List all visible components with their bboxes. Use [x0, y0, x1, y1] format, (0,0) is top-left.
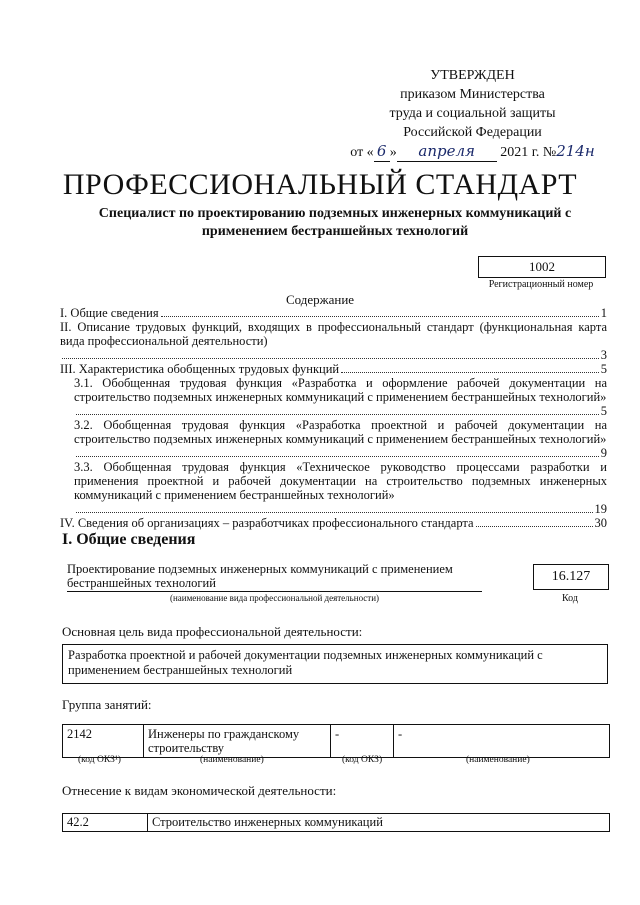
toc-item-text: 3.3. Обобщенная трудовая функция «Техническое руководство процессами разработки и применения проектной и рабочей документации на строительство подземных инженерных коммуникаций с применением бестраншейных технологий»: [74, 460, 607, 502]
okz-code-cell: 2142: [63, 725, 144, 758]
toc-heading: Содержание: [285, 292, 355, 307]
group-caption-name-2: (наименование): [466, 755, 530, 765]
table-row: [63, 725, 610, 758]
economic-activity-table: [62, 813, 610, 832]
approval-line-4: Российской Федерации: [403, 125, 542, 140]
toc-leader: [476, 525, 593, 527]
activity-code-box: 16.127: [533, 564, 609, 590]
okved-code-cell: 42.2: [63, 814, 148, 832]
occupation-group-table: [62, 724, 610, 758]
date-month: апреля: [397, 142, 497, 162]
economic-activity-label: Отнесение к видам экономической деятельности:: [62, 783, 337, 798]
registration-number-box: 1002: [478, 256, 606, 278]
okz-name-cell: Инженеры по гражданскому строительству: [144, 725, 331, 758]
toc-item-page: 5: [600, 404, 607, 418]
group-caption-name: (наименование): [200, 755, 264, 765]
toc-leader: [76, 413, 599, 415]
toc-leader: [161, 315, 599, 317]
table-row: [63, 814, 610, 832]
toc-item-page: 5: [600, 362, 607, 376]
toc-item-2[interactable]: [60, 320, 607, 362]
approval-line-3: труда и социальной защиты: [389, 106, 556, 121]
approval-line-1: УТВЕРЖДЕН: [430, 68, 515, 83]
toc-item-3-2[interactable]: [60, 418, 607, 460]
date-prefix: от «: [350, 145, 374, 160]
activity-type-underline: [67, 591, 482, 592]
activity-type-name: Проектирование подземных инженерных коммуникаций с применением бестраншейных технологий: [67, 562, 453, 590]
toc-item-text: 3.2. Обобщенная трудовая функция «Разработка проектной и рабочей документации на строительство подземных инженерных коммуникаций с применением бестраншейных технологий»: [74, 418, 607, 446]
date-year: 2021 г. №: [500, 145, 557, 160]
occupation-group-label: Группа занятий:: [62, 697, 152, 712]
date-day: 6: [374, 142, 390, 162]
okz-code-cell-2: -: [331, 725, 394, 758]
toc-item-text: III. Характеристика обобщенных трудовых функций: [60, 362, 340, 376]
toc-item-text: II. Описание трудовых функций, входящих в профессиональный стандарт (функциональная карта вида профессиональной деятельности): [60, 320, 607, 348]
toc-item-3[interactable]: [60, 362, 607, 376]
goal-label: Основная цель вида профессиональной деятельности:: [62, 624, 363, 639]
order-number: 214н: [556, 142, 595, 160]
okved-name-cell: Строительство инженерных коммуникаций: [148, 814, 610, 832]
toc-leader: [76, 511, 593, 513]
toc-leader: [341, 371, 599, 373]
toc-item-page: 1: [600, 306, 607, 320]
toc-item-text: IV. Сведения об организациях – разработчиках профессионального стандарта: [60, 516, 474, 530]
activity-code-caption: Код: [562, 593, 578, 604]
document-subtitle: Специалист по проектированию подземных инженерных коммуникаций с применением бестраншейных технологий: [98, 206, 572, 239]
okz-name-cell-2: -: [394, 725, 610, 758]
toc-item-3-1[interactable]: [60, 376, 607, 418]
toc-item-page: 3: [600, 348, 607, 362]
group-caption-code: (код ОКЗ¹): [78, 755, 121, 765]
toc-item-page: 9: [600, 446, 607, 460]
registration-caption: Регистрационный номер: [488, 279, 594, 290]
group-caption-code-2: (код ОКЗ): [342, 755, 383, 765]
toc-item-text: I. Общие сведения: [60, 306, 159, 320]
approval-date-line: [330, 142, 615, 162]
document-title: ПРОФЕССИОНАЛЬНЫЙ СТАНДАРТ: [62, 168, 578, 201]
approval-line-2: приказом Министерства: [400, 87, 545, 102]
toc-leader: [62, 357, 599, 359]
toc-leader: [76, 455, 599, 457]
toc-item-text: 3.1. Обобщенная трудовая функция «Разработка и оформление рабочей документации на строительство подземных инженерных коммуникаций с применением бестраншейных технологий»: [74, 376, 607, 404]
toc-item-1[interactable]: [60, 306, 607, 320]
toc-item-page: 19: [594, 502, 607, 516]
toc-item-3-3[interactable]: [60, 460, 607, 516]
approval-block: [330, 66, 615, 162]
table-of-contents: [60, 306, 607, 530]
goal-text: Разработка проектной и рабочей документации подземных инженерных коммуникаций с применением бестраншейных технологий: [68, 648, 543, 677]
section-heading: I. Общие сведения: [62, 531, 196, 548]
toc-item-4[interactable]: [60, 516, 607, 530]
activity-type-caption: (наименование вида профессиональной деятельности): [169, 593, 380, 603]
date-mid: »: [389, 145, 397, 160]
toc-item-page: 30: [594, 516, 607, 530]
